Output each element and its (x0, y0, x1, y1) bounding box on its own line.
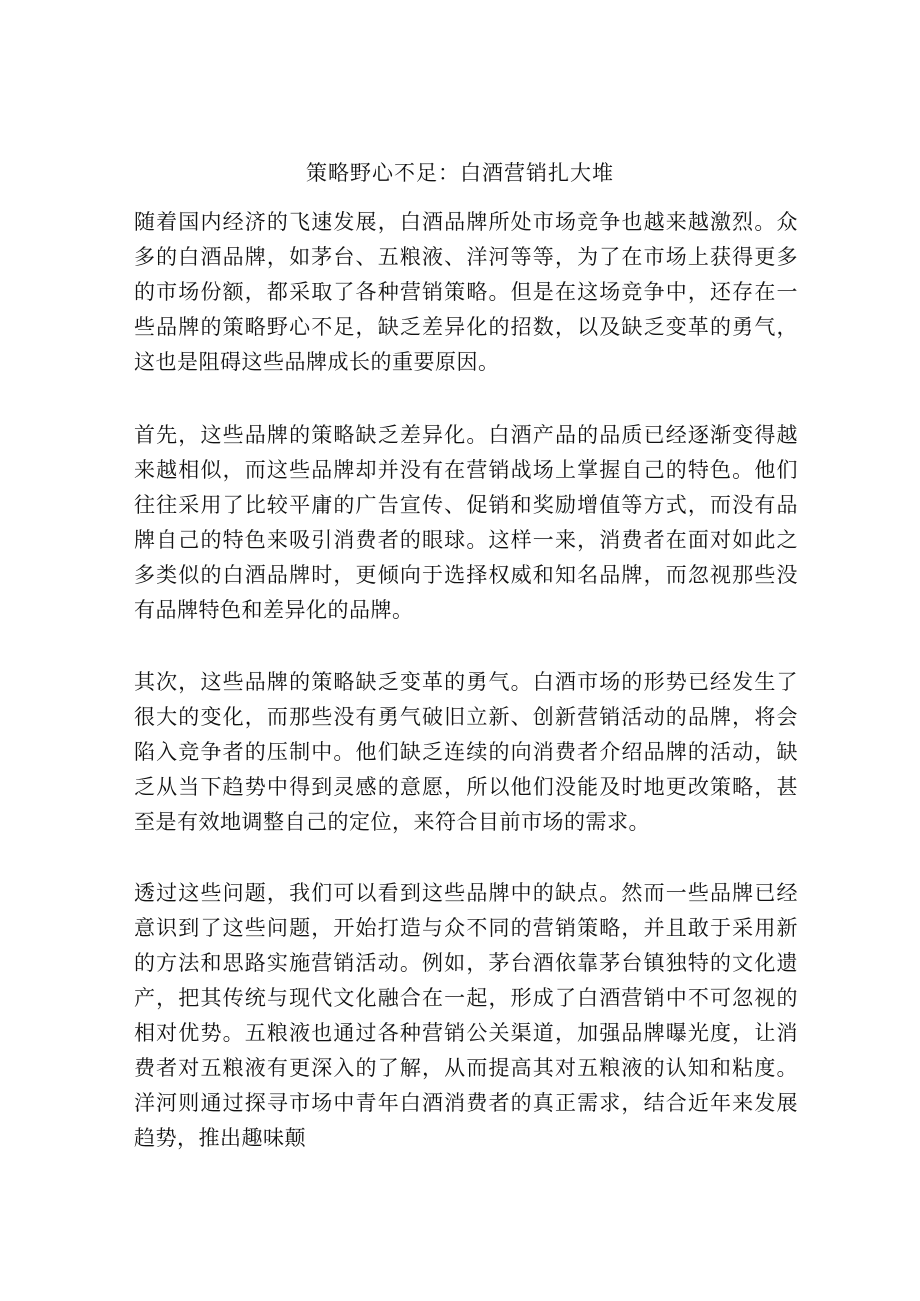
paragraph-intro: 随着国内经济的飞速发展，白酒品牌所处市场竞争也越来越激烈。众多的白酒品牌，如茅台、五粮液、洋河等等，为了在市场上获得更多的市场份额，都采取了各种营销策略。但是在这场竞争中，还存在一些品牌的策略野心不足，缺乏差异化的招数，以及缺乏变革的勇气，这也是阻碍这些品牌成长的重要原因。 (134, 210, 798, 374)
paragraph-examples: 透过这些问题，我们可以看到这些品牌中的缺点。然而一些品牌已经意识到了这些问题，开始打造与众不同的营销策略，并且敢于采用新的方法和思路实施营销活动。例如，茅台酒依靠茅台镇独特的文化遗产，把其传统与现代文化融合在一起，形成了白酒营销中不可忽视的相对优势。五粮液也通过各种营销公关渠道，加强品牌曝光度，让消费者对五粮液有更深入的了解，从而提高其对五粮液的认知和粘度。洋河则通过探寻市场中青年白酒消费者的真正需求，结合近年来发展趋势，推出趣味颠 (134, 881, 798, 1150)
paragraph-differentiation: 首先，这些品牌的策略缺乏差异化。白酒产品的品质已经逐渐变得越来越相似，而这些品牌却并没有在营销战场上掌握自己的特色。他们往往采用了比较平庸的广告宣传、促销和奖励增值等方式，而没有品牌自己的特色来吸引消费者的眼球。这样一来，消费者在面对如此之多类似的白酒品牌时，更倾向于选择权威和知名品牌，而忽视那些没有品牌特色和差异化的品牌。 (134, 423, 798, 622)
document-title: 策略野心不足：白酒营销扎大堆 (306, 161, 614, 185)
paragraph-reform: 其次，这些品牌的策略缺乏变革的勇气。白酒市场的形势已经发生了很大的变化，而那些没有勇气破旧立新、创新营销活动的品牌，将会陷入竞争者的压制中。他们缺乏连续的向消费者介绍品牌的活动，缺乏从当下趋势中得到灵感的意愿，所以他们没能及时地更改策略，甚至是有效地调整自己的定位，来符合目前市场的需求。 (134, 670, 798, 834)
